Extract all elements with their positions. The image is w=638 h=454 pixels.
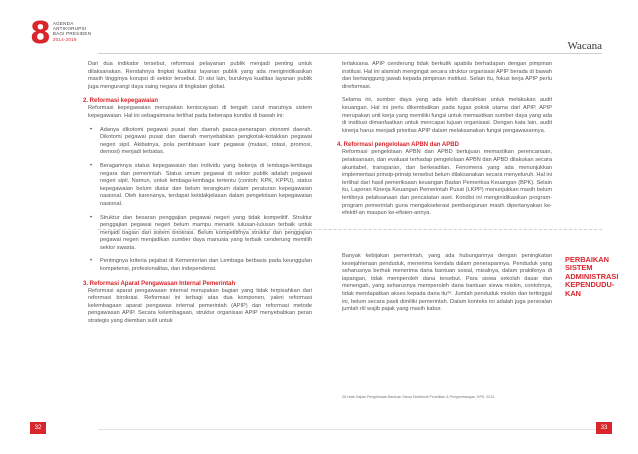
- page-number-right: 33: [596, 422, 612, 434]
- bullet-text: Pentingnya kriteria pejabat di Kementerian dan Lembaga berbasis pada keunggulan kompetensi, profesionalitas, dan independensi.: [100, 258, 312, 273]
- left-column: [83, 61, 312, 332]
- intro-paragraph: Dari dua indikator tersebut, reformasi pelayanan publik menjadi penting untuk dilaksanakan. Rendahnya tingkat kualitas layanan publik yang ada menginidikasikan masih tingginya korupsi di sektor tersebut. Di sisi lain, buruknya kualitas layanan publik juga mengurangi daya saing negara di tingkatan global.: [88, 61, 312, 90]
- heading-reformasi-apip: 3. Reformasi Aparat Pengawasan Internal Pemerintah: [83, 280, 236, 287]
- bullet-text: Beragamnya status kepegawaian dan individu yang bekerja di lembaga-lembaga negara dan pemerintah. Status umum pegawai di sektor publik adalah pegawai negeri sipil. Namun, untuk lembaga-lembaga tertentu (contoh: KPK, KPPU), status kepegawaian belum diatur dan belum terangkum dalam peraturan kepegawaian nasional. Oleh karenanya, terdapat ketidakjelasan dalam pengelolaan kepegawaian nasional.: [100, 162, 312, 207]
- bullet-item: [88, 215, 312, 253]
- logo-line: ANTIKORUPSI: [52, 26, 87, 32]
- header-rule: [98, 53, 602, 54]
- paragraph-kependudukan: Banyak kebijakan pemerintah, yang ada hubungannya dengan peningkatan kesejahteraan penduduk, menerima kendala dalam penerapannya. Penduduk yang seharusnya berhak menerima dana bantuan sosial, misalnya, dalam praktiknya di lapangan, tidak memperoleh dana tersebut. Para siswa sekolah dasar dan menengah, yang seharusnya memperoleh dana bantuan siswa miskin, contohnya, tidak mendapatkan akses kepada dana itu²⁶. Jumlah penduduk miskin dan tertinggal ini, belum secara pasti dimiliki pemerintah. Dalam konteks ini adalah juga persoalan jumlah riil wajib pajak yang masih kabur.: [342, 253, 552, 313]
- agenda-logo: [30, 16, 92, 51]
- bullet-dot-icon: •: [90, 162, 93, 169]
- section-title: Wacana: [567, 40, 602, 52]
- right-column: [337, 61, 552, 224]
- bullet-text: Adanya dikotomi pegawai pusat dan daerah pasca-penerapan otonomi daerah. Dikotomi pegawai pusat dan daerah menyebabkan pengkotak-kotakkan pegawai negeri sipil. Akibatnya, pola pembinaan karir pegawai (mutasi, rotasi, promosi, demosi) menjadi terbatas.: [100, 126, 312, 156]
- side-title-perbaikan: PERBAIKAN SISTEM ADMINISTRASI KEPENDUDU-KAN: [565, 255, 619, 298]
- logo-line: 2014-2019: [52, 36, 77, 42]
- paragraph-apip: Reformasi aparat pengawasan internal merupakan bagian yang tidak terpisahkan dari reformasi birokrasi. Reformasi ini terbagi atas dua komponen, yakni reformasi kelembagaan aparat pengawas internal pemerintah (APIP) dan reformasi metode pengawasan APIP. Secara kelembagaan, struktur organisasi APIP menyebabkan peran strategis yang diemban sulit untuk: [88, 287, 312, 325]
- bullet-item: [88, 163, 312, 209]
- logo-text: [53, 21, 91, 42]
- paragraph-apip-continued: terlaksana. APIP cenderung tidak berkutik apabila berhadapan dengan pimpinan institusi. Hal ini alamiah mengingat secara struktur organisasi APIP berada di bawah dan bertanggung jawab kepada pimpinan institusi. Selain itu, fokus kerja APIP perlu direformasi.: [342, 61, 552, 90]
- paragraph-audit: Selama ini, sumber daya yang ada lebih diarahkan untuk melakukan audit keuangan. Hal ini perlu dikembalikan pada tugas pokok utama dari APIP. APIP merupakan unit kerja yang memiliki fungsi untuk memastikan sumber daya yang ada di institusi dimanfaatkan untuk mencapai tujuan organisasi. Dengan kata lain, audit kinerja harus menjadi prioritas APIP dalam melaksanakan fungsi pengawasannya.: [342, 97, 552, 134]
- bullet-text: Struktur dan besaran penggajian pegawai negeri yang tidak kompetitif. Struktur penggajian pegawai negeri belum mampu menarik lulusan-lulusan terbaik untuk menjadi bagian dari sistem birokrasi. Belum kompetitifnya struktur dan penggajian pegawai negeri menjadikan sumber daya manusia yang terbaik cenderung memilih sektor swasta.: [100, 214, 312, 251]
- bullet-dot-icon: •: [90, 126, 93, 133]
- bullet-item: [88, 258, 312, 273]
- bullet-dot-icon: •: [90, 214, 93, 221]
- paragraph-apbn: Reformasi pengelolaan APBN dan APBD bertujuan memastikan perencanaan, pelaksanaan, dan evaluasi terhadap pengelolaan APBN dan APBD dilakukan secara akuntabel, transparan, dan berkeadilan. Fenomena yang ada menunjukkan implementasi prinsip-prinsip tersebut belum dilaksanakan secara menyeluruh. Hal ini terlihat dari hasil pemeriksaan keuangan Badan Pemeriksa Keuangan (BPK). Selain itu, Laporan Kinerja Keuangan Pemerintah Pusat (LKPP) menunjukkan masih belum tertibnya pelaksanaan dan pencatatan aset. Kondisi ini menginidikasikan program-program pemerintah guna mengakselerasi pembangunan masih dipertanyakan ke-efektif-an maupun ke-efisien-annya.: [342, 149, 552, 217]
- logo-line: AGENDA: [52, 21, 74, 26]
- bottom-column: [342, 253, 552, 320]
- bullet-item: [88, 127, 312, 157]
- heading-reformasi-apbn: 4. Reformasi pengelolaan APBN dan APBD: [337, 142, 459, 149]
- heading-reformasi-kepegawaian: 2. Reformasi kepegawaian: [83, 98, 159, 105]
- footnote: 26 Hasil Kajian Pengelolaan Bantuan Siswa Direktorat Penelitian & Pengembangan, KPK, 2012.: [342, 395, 496, 399]
- logo-line: BAGI PRESIDEN: [52, 31, 92, 37]
- paragraph-kepegawaian: Reformasi kepegawaian merupakan keniscayaan di tengah carut marutnya sistem kepegawaian. Hal ini sebagaimana terlihat pada beberapa kondisi di bawah ini:: [88, 105, 312, 119]
- footer-rule: [98, 429, 602, 430]
- section-divider: [98, 229, 602, 230]
- bullet-dot-icon: •: [90, 258, 93, 265]
- page-number-left: 32: [30, 422, 46, 434]
- logo-digit: 8: [30, 16, 51, 51]
